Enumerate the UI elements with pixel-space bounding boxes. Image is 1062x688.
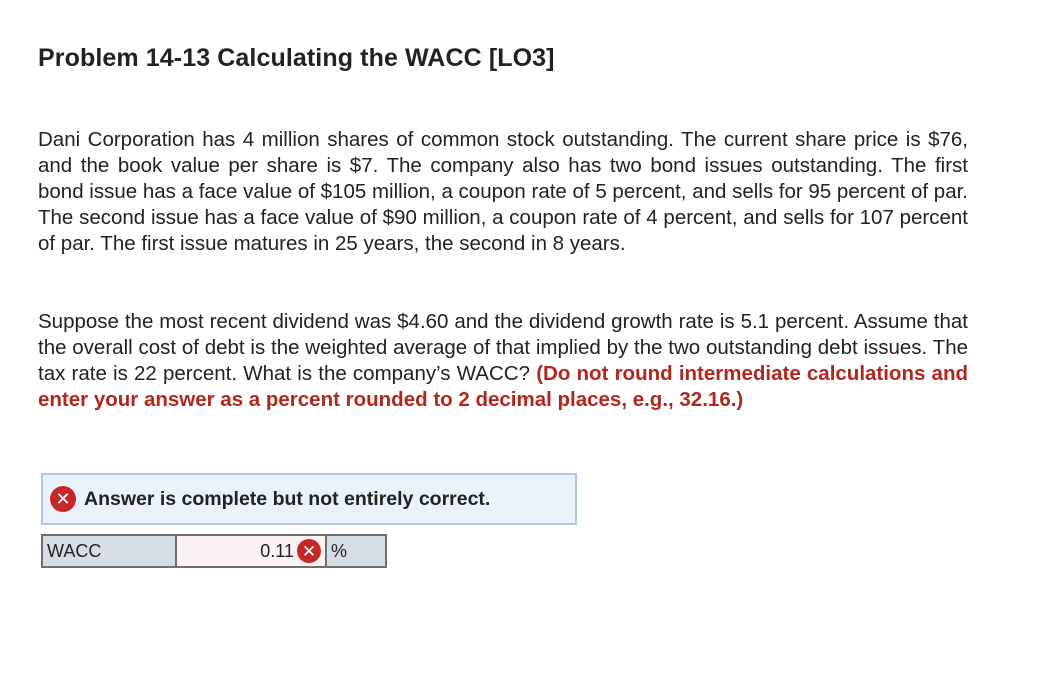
wacc-label: WACC (41, 534, 177, 568)
feedback-message: Answer is complete but not entirely correct. (84, 487, 491, 510)
wacc-answer-value: 0.11 (260, 540, 294, 561)
wacc-unit: % (325, 534, 387, 568)
problem-paragraph-2 (38, 309, 968, 413)
x-circle-icon: ✕ (50, 486, 76, 512)
problem-paragraph-1: Dani Corporation has 4 million shares of common stock outstanding. The current share price is $76, and the book value per share is $7. The company also has two bond issues outstanding. The first bond issue has a face value of $105 million, a coupon rate of 5 percent, and sells for 95 percent of par. The second issue has a face value of $90 million, a coupon rate of 4 percent, and sells for 107 percent of par. The first issue matures in 25 years, the second in 8 years. (38, 128, 968, 255)
answer-row (41, 534, 387, 568)
x-circle-icon: ✕ (297, 539, 321, 563)
feedback-banner (41, 473, 577, 525)
problem-paragraph-2-text: Suppose the most recent dividend was $4.60 and the dividend growth rate is 5.1 percent. Assume that the overall cost of debt is the weighted average of that implied by the two outstanding debt issues. The tax rate is 22 percent. What is the company’s WACC? (38, 310, 968, 385)
problem-title: Problem 14-13 Calculating the WACC [LO3] (38, 44, 555, 72)
instruction-text: (Do not round intermediate calculations and enter your answer as a percent rounded to 2 decimal places, e.g., 32.16.) (38, 362, 969, 411)
wacc-answer-field[interactable] (177, 534, 325, 568)
